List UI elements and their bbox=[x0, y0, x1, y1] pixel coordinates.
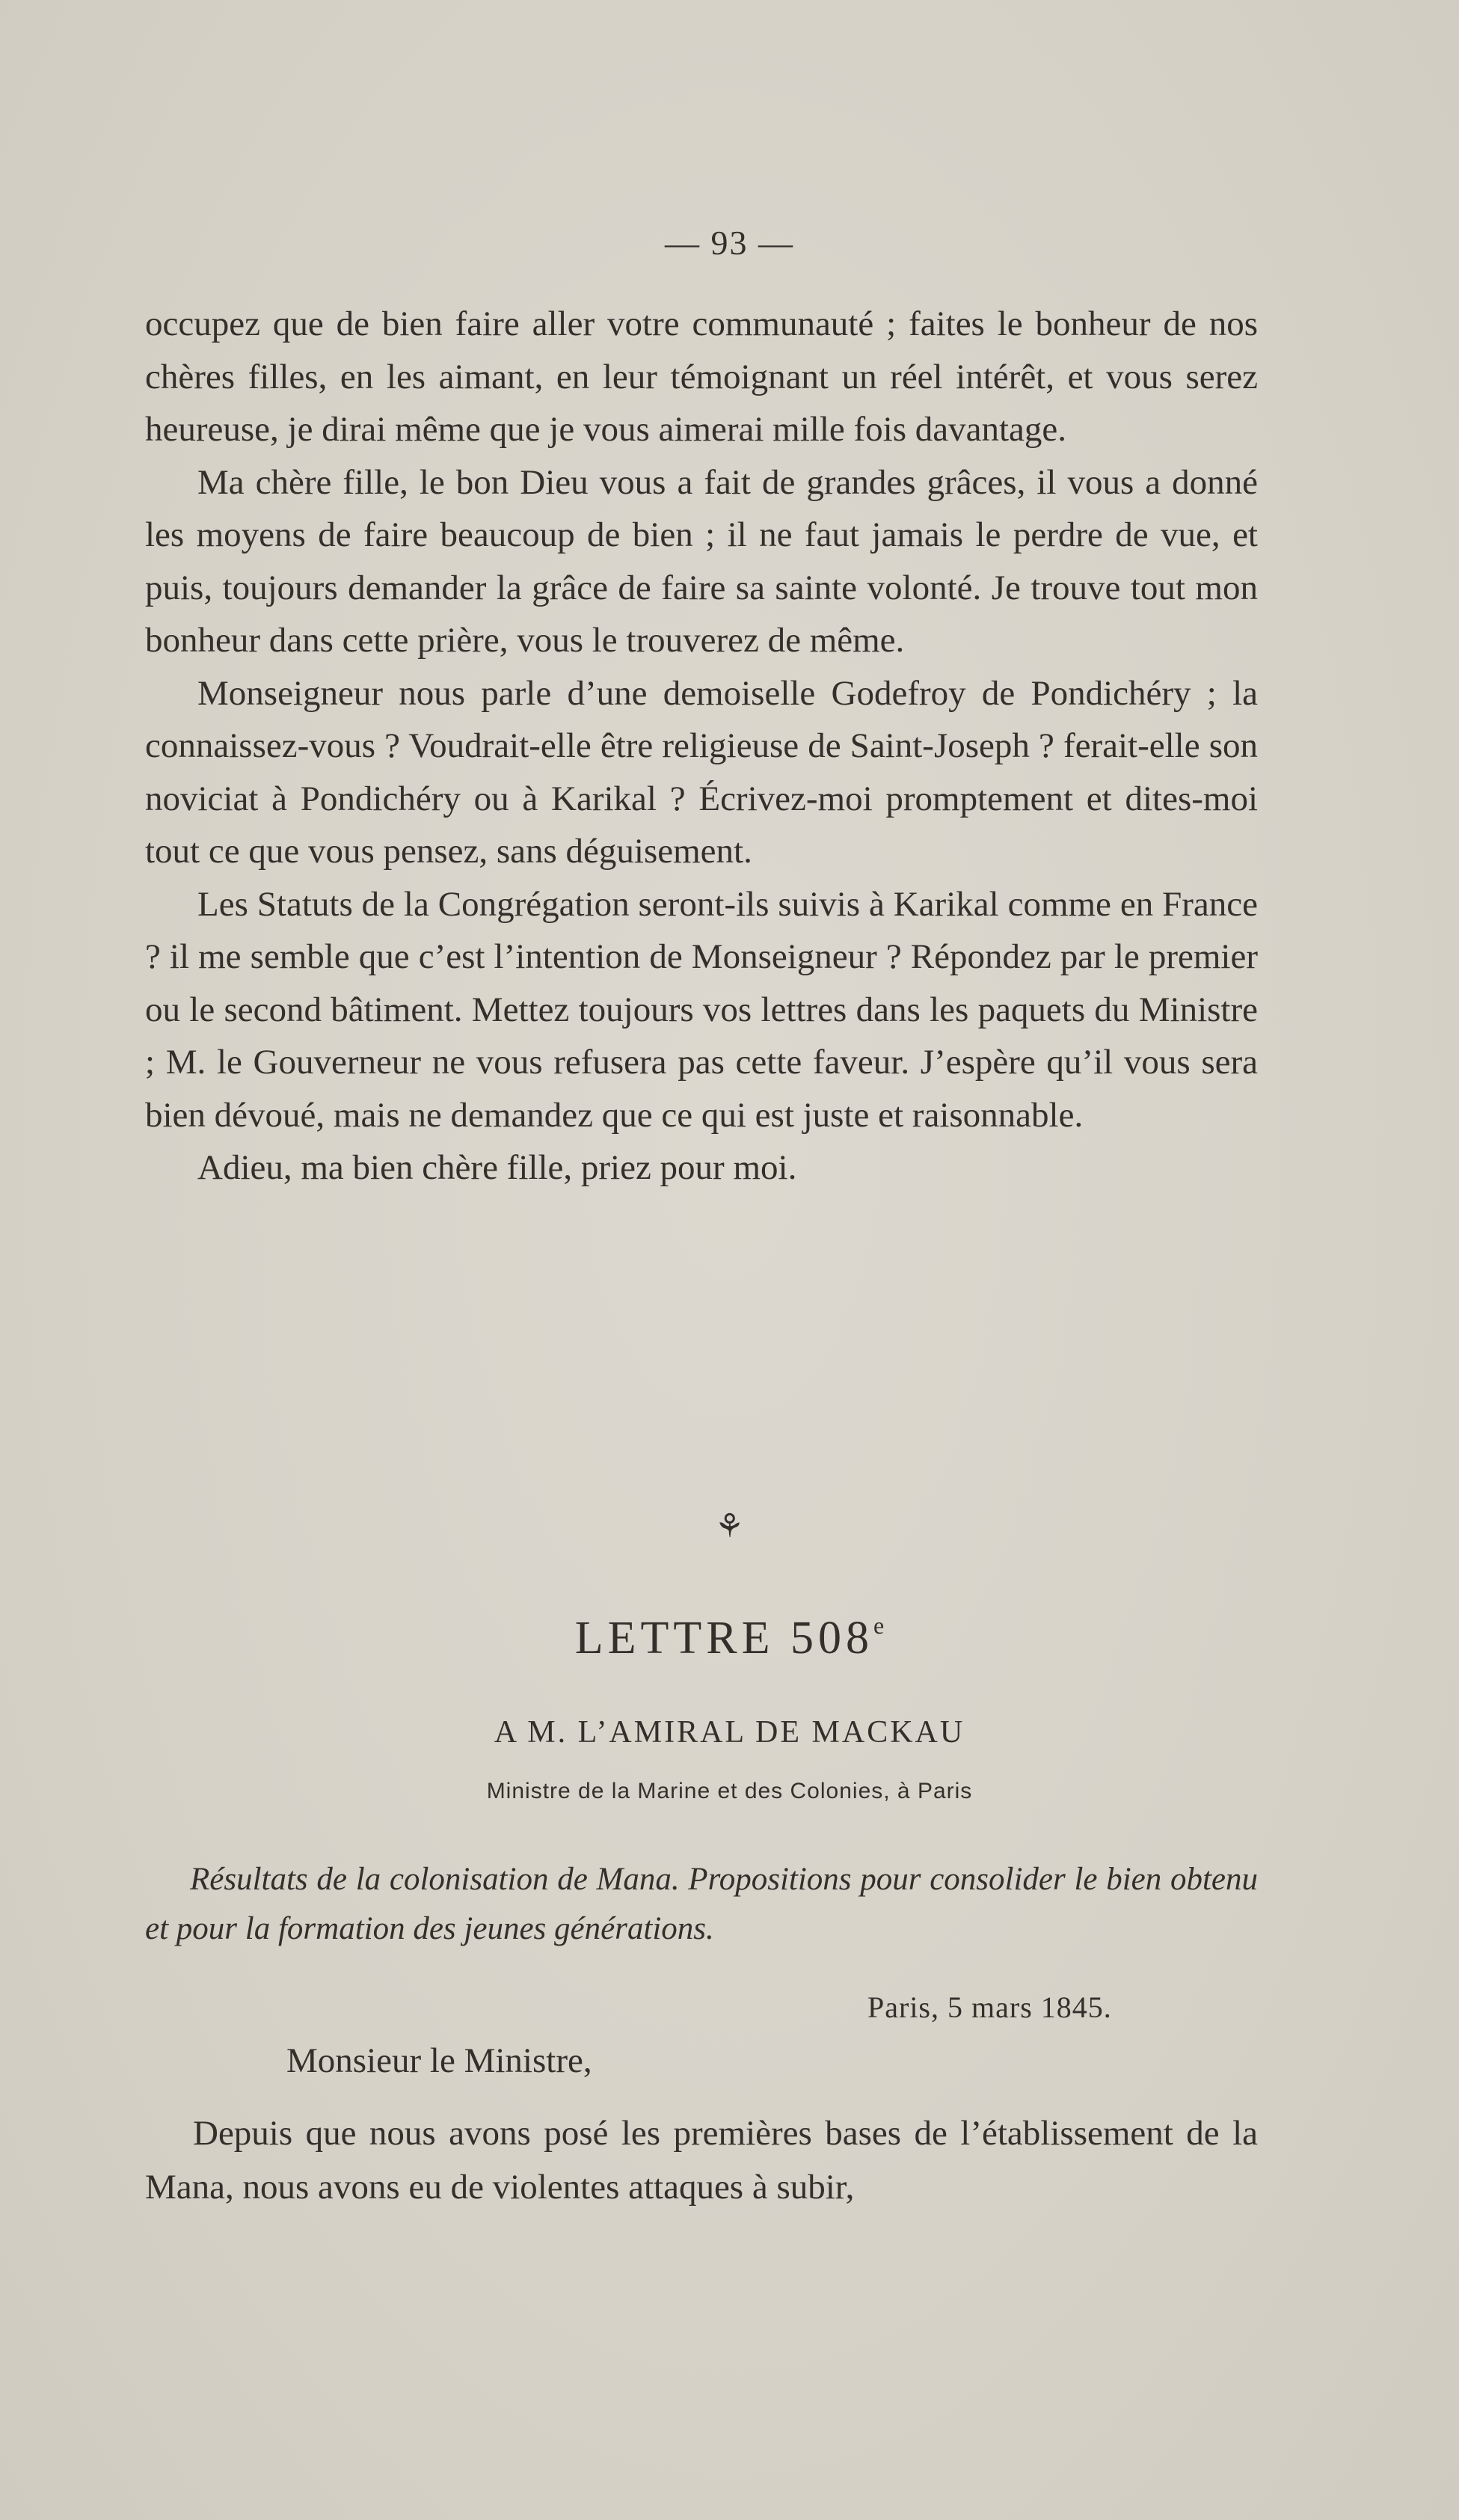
salutation: Monsieur le Ministre, bbox=[286, 2041, 592, 2080]
paragraph: Monseigneur nous parle d’une demoiselle Godefroy de Pondichéry ; la connaissez-vous ? Voudrait-elle être religieuse de Saint-Joseph ? ferait-elle son noviciat à Pondichéry ou à Karikal ? Écrivez-moi promptement et dites-moi tout ce que vous pensez, sans déguisement. bbox=[145, 673, 1258, 871]
paragraph: Adieu, ma bien chère fille, priez pour moi. bbox=[197, 1148, 797, 1187]
addressee-detail: Ministre de la Marine et des Colonies, à Paris bbox=[486, 1779, 973, 1803]
letter-title-text: LETTRE 508 bbox=[574, 1613, 873, 1664]
letter-opening: Depuis que nous avons posé les premières bases de l’établissement de la Mana, nous avons eu de violentes attaques à subir, bbox=[145, 2114, 1258, 2207]
letter-title bbox=[0, 1612, 1459, 1665]
paragraph: Ma chère fille, le bon Dieu vous a fait de grandes grâces, il vous a donné les moyens de faire beaucoup de bien ; il ne faut jamais le perdre de vue, et puis, toujours demander la grâce de faire sa sainte volonté. Je trouve tout mon bonheur dans cette prière, vous le trouverez de même. bbox=[145, 462, 1258, 660]
page-number: — 93 — bbox=[665, 224, 794, 262]
paragraph: Les Statuts de la Congrégation seront-ils suivis à Karikal comme en France ? il me semble que c’est l’intention de Monseigneur ? Répondez par le premier ou le second bâtiment. Mettez toujours vos lettres dans les paquets du Ministre ; M. le Gouverneur ne vous refusera pas cette faveur. J’espère qu’il vous sera bien dévoué, mais ne demandez que ce qui est juste et raisonnable. bbox=[145, 884, 1258, 1135]
addressee: A M. L’AMIRAL DE MACKAU bbox=[494, 1715, 965, 1750]
fleuron-ornament-icon: ⚘ bbox=[714, 1508, 745, 1545]
letter-summary: Résultats de la colonisation de Mana. Propositions pour consolider le bien obtenu et pour la formation des jeunes générations. bbox=[145, 1862, 1258, 1946]
letter-title-suffix: e bbox=[873, 1612, 885, 1639]
paragraph: occupez que de bien faire aller votre communauté ; faites le bonheur de nos chères filles, en les aimant, en leur témoignant un réel intérêt, et vous serez heureuse, je dirai même que je vous aimerai mille fois davantage. bbox=[145, 304, 1258, 449]
letter-date: Paris, 5 mars 1845. bbox=[867, 1990, 1112, 2024]
letter-continuation bbox=[145, 298, 1258, 1195]
